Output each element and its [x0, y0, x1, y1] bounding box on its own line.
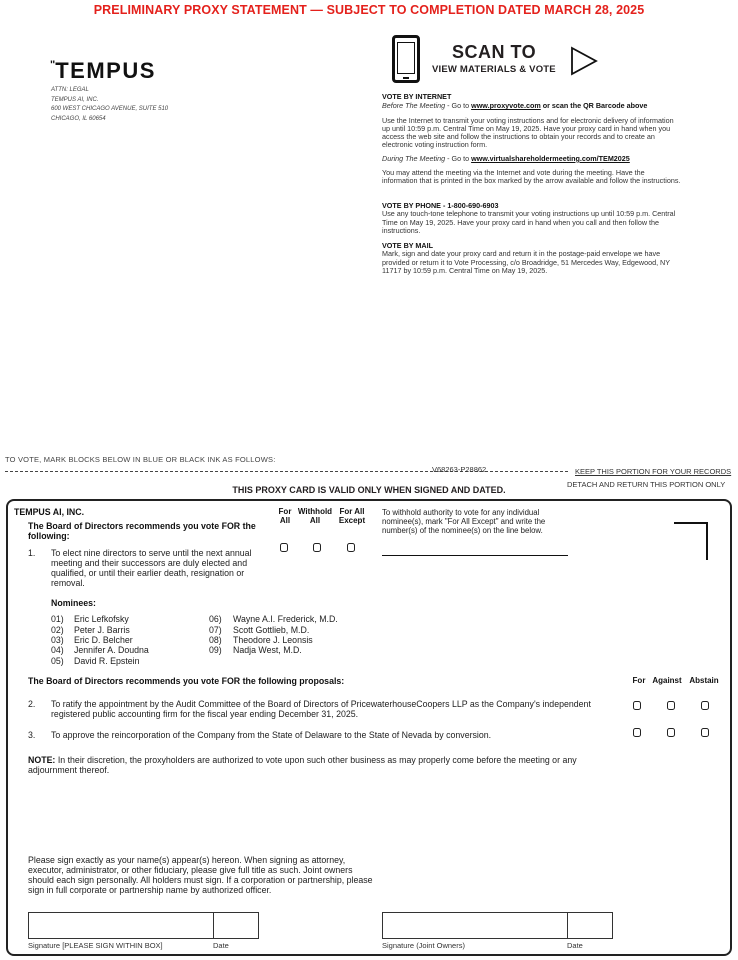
proxyvote-link[interactable]: www.proxyvote.com [471, 101, 541, 111]
item-2-abstain-checkbox[interactable] [701, 701, 709, 710]
mail-text: Mark, sign and date your proxy card and return it in the postage-paid envelope we have provided or return it to Vote Processing, c/o Broadridge, 51 Mercedes Way, Edgewood, NY 11717 by 10:59 p.m. Central Time on May 19, 2025. [382, 249, 670, 275]
col-for-all: For All [278, 507, 292, 525]
date-label: Date [213, 941, 229, 950]
nominee-number: 01) [51, 614, 64, 624]
board-recommendation-1: The Board of Directors recommends you vote FOR the following: [28, 521, 256, 541]
internet-para1: Use the Internet to transmit your voting instructions and for electronic delivery of information up until 10:59 p.m. Central Time on May 19, 2025. Have your proxy card in hand when you access the web site and follow the instructions to obtain your records and to create an electronic voting instruction form. [382, 115, 674, 150]
date-box[interactable] [213, 912, 259, 939]
before-meeting-label: Before The Meeting [382, 101, 446, 111]
withhold-instructions: To withhold authority to vote for any individual nominee(s), mark "For All Except" and write the number(s) of the nominee(s) on the line below. [382, 508, 546, 535]
address-line: 600 WEST CHICAGO AVENUE, SUITE 510 [51, 106, 169, 112]
nominees-label: Nominees: [51, 598, 96, 608]
signature-box[interactable] [28, 912, 214, 939]
checkbox-for-all[interactable] [280, 543, 288, 552]
vote-by-phone [382, 202, 682, 235]
mark-instructions: TO VOTE, MARK BLOCKS BELOW IN BLUE OR BLACK INK AS FOLLOWS: [5, 455, 276, 464]
vote-by-internet [382, 93, 682, 186]
joint-signature-box[interactable] [382, 912, 568, 939]
phone-text: Use any touch-tone telephone to transmit your voting instructions up until 10:59 p.m. Central Time on May 19, 2025. Have your proxy card in hand when you call and then follow the instructions. [382, 209, 676, 235]
nominee-name: David R. Epstein [74, 656, 140, 666]
mail-heading: VOTE BY MAIL [382, 241, 433, 250]
nominee-name: Nadja West, M.D. [233, 645, 302, 655]
scan-title: SCAN TO [452, 42, 537, 62]
card-company: TEMPUS AI, INC. [14, 507, 85, 517]
item-2-for-checkbox[interactable] [633, 701, 641, 710]
validity-notice: THIS PROXY CARD IS VALID ONLY WHEN SIGNED AND DATED. [232, 485, 506, 495]
item-2-text: To ratify the appointment by the Audit Committee of the Board of Directors of PricewaterhouseCoopers LLP as the Company's independent registered public accounting firm for the fiscal year ending December 31, 2025. [51, 699, 591, 719]
detach-label: DETACH AND RETURN THIS PORTION ONLY [567, 480, 726, 489]
item-2-number: 2. [28, 699, 36, 709]
scan-subtitle: VIEW MATERIALS & VOTE [432, 64, 556, 75]
nominee-name: Scott Gottlieb, M.D. [233, 625, 310, 635]
note [28, 755, 618, 775]
col-withhold-all: Withhold All [297, 507, 333, 525]
nominee-number: 05) [51, 656, 64, 666]
nominee-name: Eric Lefkofsky [74, 614, 129, 624]
phone-heading: VOTE BY PHONE - 1-800-690-6903 [382, 201, 499, 210]
item-3-against-checkbox[interactable] [667, 728, 675, 737]
joint-date-box[interactable] [567, 912, 613, 939]
nominee-name: Peter J. Barris [74, 625, 130, 635]
nominee-number: 09) [209, 645, 222, 655]
signing-instructions: Please sign exactly as your name(s) appear(s) hereon. When signing as attorney, executor, administrator, or other fiduciary, please give full title as such. Joint owners should each sign personally. All holders must sign. If a corporation or partnership, please sign in full corporate or partnership name by authorized officer. [28, 855, 373, 895]
nominee-number: 07) [209, 625, 222, 635]
control-number: V68263-P28862 [432, 465, 487, 474]
nominee-name: Theodore J. Leonsis [233, 635, 313, 645]
address-line: TEMPUS AI, INC. [51, 96, 99, 103]
phone-icon [392, 35, 420, 83]
nominee-number: 06) [209, 614, 222, 624]
item-3-number: 3. [28, 730, 36, 740]
nominee-name: Wayne A.I. Frederick, M.D. [233, 614, 338, 624]
item-1-number: 1. [28, 548, 36, 558]
vote-by-mail [382, 242, 682, 275]
tempus-logo: "TEMPUS [50, 58, 156, 83]
during-mid: - Go to [445, 153, 472, 163]
internet-para2: You may attend the meeting via the Internet and vote during the meeting. Have the information that is printed in the box marked by the arrow available and follow the instructions. [382, 168, 681, 186]
mailing-address [51, 86, 168, 124]
joint-signature-label: Signature (Joint Owners) [382, 941, 465, 950]
item-3-text: To approve the reincorporation of the Company from the State of Delaware to the State of Nevada by conversion. [51, 730, 492, 740]
nominee-name: Jennifer A. Doudna [74, 645, 149, 655]
before-mid: - Go to [445, 101, 472, 111]
note-label: NOTE: [28, 755, 56, 765]
col-for-all-except: For All Except [338, 507, 366, 525]
col-for: For [632, 676, 646, 685]
note-text: In their discretion, the proxyholders are authorized to vote upon such other business as may properly come before the meeting or any adjournment thereof. [28, 755, 577, 775]
checkbox-withhold-all[interactable] [313, 543, 321, 552]
col-against: Against [652, 676, 682, 685]
preliminary-banner: PRELIMINARY PROXY STATEMENT — SUBJECT TO COMPLETION DATED MARCH 28, 2025 [93, 3, 645, 17]
nominee-name: Eric D. Belcher [74, 635, 133, 645]
nominee-number: 08) [209, 635, 222, 645]
keep-portion-label: KEEP THIS PORTION FOR YOUR RECORDS [575, 467, 732, 476]
address-line: ATTN: LEGAL [51, 87, 89, 93]
before-tail: or scan the QR Barcode above [540, 101, 648, 111]
item-2-against-checkbox[interactable] [667, 701, 675, 710]
col-abstain: Abstain [689, 676, 719, 685]
during-meeting-label: During The Meeting [382, 153, 446, 163]
address-corner-mark [674, 522, 708, 560]
item-3-abstain-checkbox[interactable] [701, 728, 709, 737]
nominee-number: 02) [51, 625, 64, 635]
arrow-right-icon [570, 46, 598, 76]
board-recommendation-2: The Board of Directors recommends you vote FOR the following proposals: [28, 676, 345, 686]
nominee-number: 04) [51, 645, 64, 655]
checkbox-for-all-except[interactable] [347, 543, 355, 552]
internet-heading: VOTE BY INTERNET [382, 92, 452, 101]
except-write-line[interactable] [382, 555, 568, 556]
item-3-for-checkbox[interactable] [633, 728, 641, 737]
signature-label: Signature [PLEASE SIGN WITHIN BOX] [28, 941, 163, 950]
nominee-number: 03) [51, 635, 64, 645]
virtual-meeting-link[interactable]: www.virtualshareholdermeeting.com/TEM2025 [471, 153, 630, 163]
address-line: CHICAGO, IL 60654 [51, 115, 106, 122]
joint-date-label: Date [567, 941, 583, 950]
item-1-text: To elect nine directors to serve until the next annual meeting and their successors are duly elected and qualified, or until their earlier death, resignation or removal. [51, 548, 252, 588]
